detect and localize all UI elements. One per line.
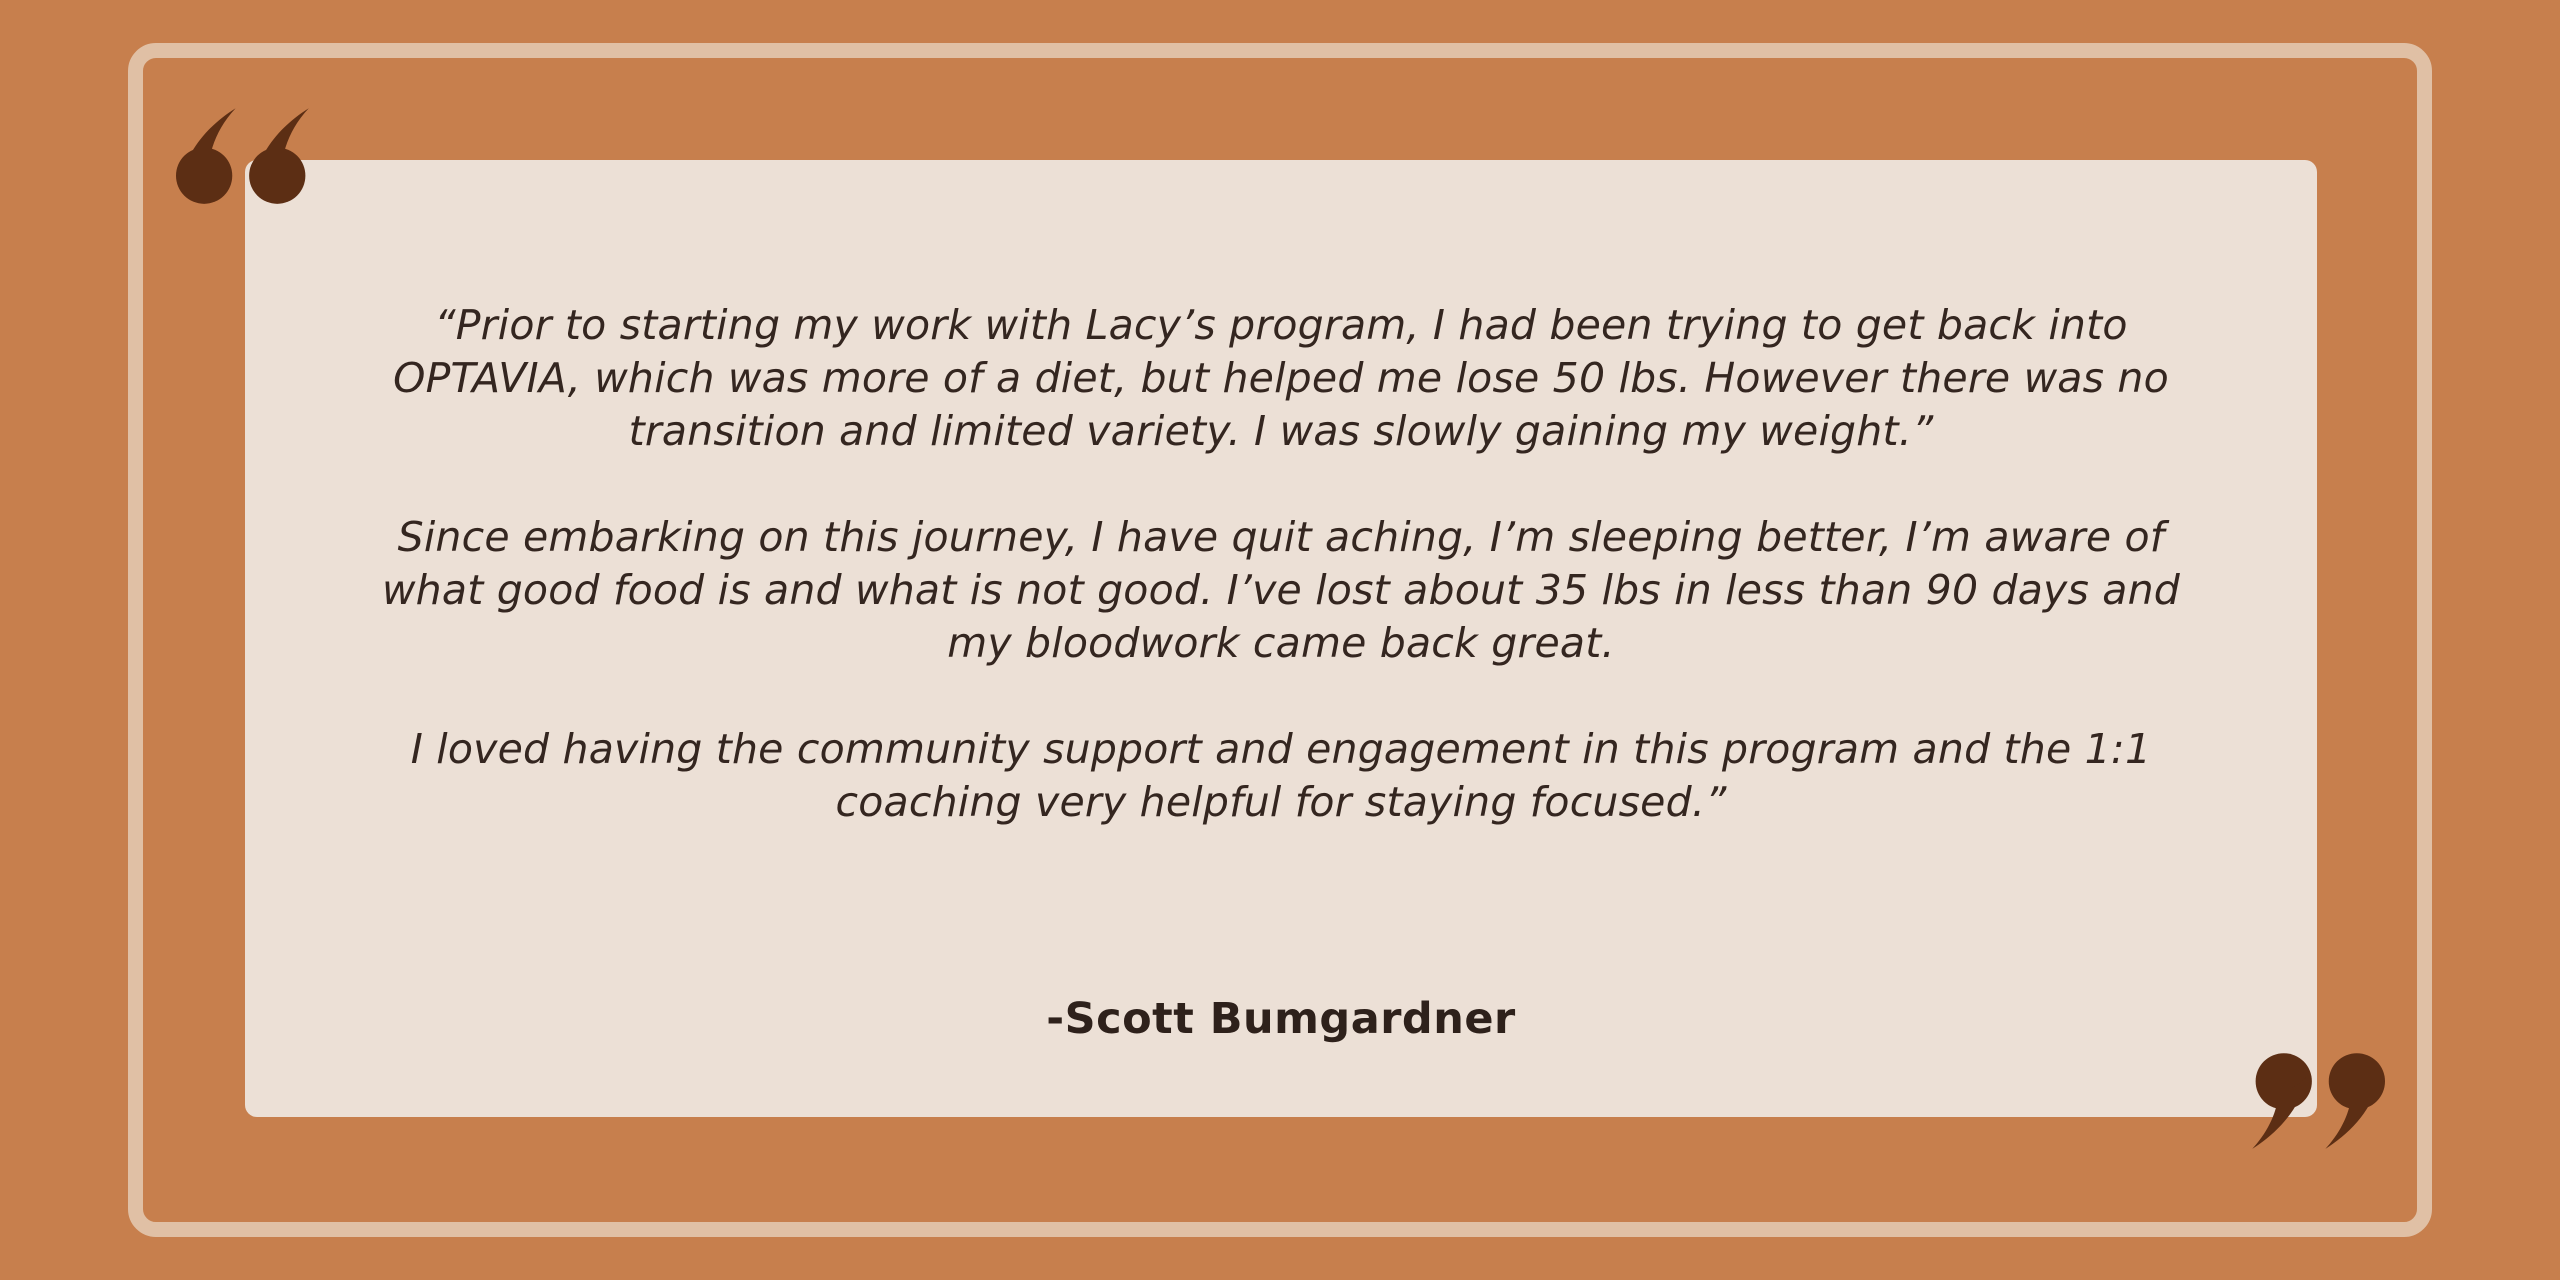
quote-text-block — [376, 160, 2186, 1044]
attribution: -Scott Bumgardner — [1046, 994, 1516, 1044]
open-quote-icon — [176, 108, 311, 204]
close-quote-icon — [2250, 1053, 2385, 1149]
quote-paragraph-3: I loved having the community support and engagement in this program and the 1:1 coaching very helpful for staying focused.” — [410, 725, 2152, 826]
testimonial-card — [245, 160, 2317, 1117]
quote-paragraph-1: “Prior to starting my work with Lacy’s program, I had been trying to get back into OPTAVIA, which was more of a diet, but helped me lose 50 lbs. However there was no transition and limited variety. I was slowly gaining my weight.” — [393, 301, 2169, 455]
quote-paragraph-2: Since embarking on this journey, I have quit aching, I’m sleeping better, I’m aware of what good food is and what is not good. I’ve lost about 35 lbs in less than 90 days and my bloodwork came back great. — [381, 513, 2181, 667]
